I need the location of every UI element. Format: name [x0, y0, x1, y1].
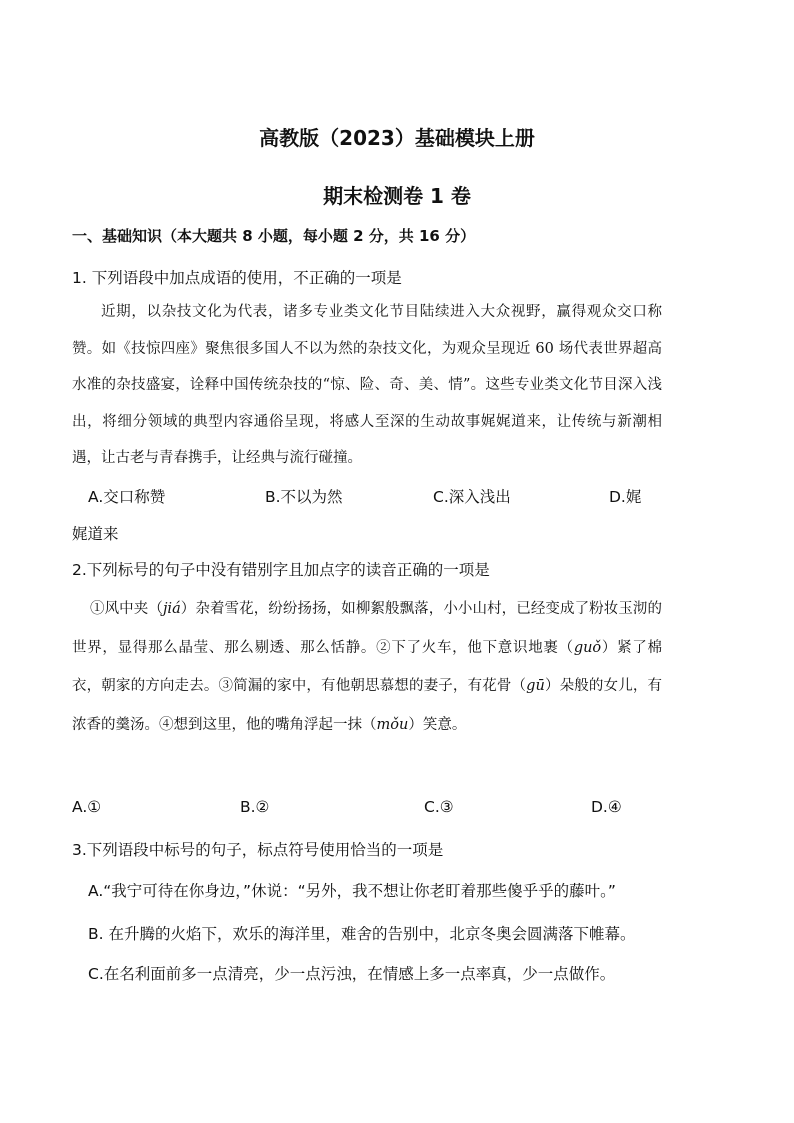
passage-part: ）笑意。 [408, 716, 467, 733]
question-2-stem: 2.下列标号的句子中没有错别字且加点字的读音正确的一项是 [72, 561, 490, 579]
question-1-option-b: B.不以为然 [265, 488, 343, 506]
question-2-option-a: A.① [72, 798, 102, 816]
question-2-passage [72, 590, 662, 744]
passage-part: ）杂着雪花，纷纷扬扬，如柳絮般飘落，小小山村，已经变成了粉妆玉沏的世界，显得那么晶莹、那么剔透、那么恬静。②下了火车，他下意识地裹（ [72, 601, 663, 656]
question-3-stem: 3.下列语段中标号的句子，标点符号使用恰当的一项是 [72, 841, 444, 859]
question-2-option-b: B.② [240, 798, 270, 816]
passage-part: ）紧了棉衣，朝家的方向走去。③简漏的家中，有他朝思慕想的妻子，有花骨（ [72, 639, 662, 694]
pinyin-3: gū [526, 678, 545, 694]
question-2-option-d: D.④ [591, 798, 622, 816]
question-1-stem: 1. 下列语段中加点成语的使用，不正确的一项是 [72, 269, 402, 287]
question-1-option-d: D.娓 [609, 488, 642, 506]
question-1-passage: 近期，以杂技文化为代表，诸多专业类文化节目陆续进入大众视野，赢得观众交口称赞。如《技惊四座》聚焦很多国人不以为然的杂技文化，为观众呈现近 60 场代表世界超高水准的杂技盛宴，诠释中国传统杂技的“惊、险、奇、美、情”。这些专业类文化节目深入浅出，将细分领域的典型内容通俗呈现，将感人至深的生动故事娓娓道来，让传统与新潮相遇，让古老与青春携手，让经典与流行碰撞。 [72, 304, 662, 466]
passage-part: ①风中夹（ [90, 601, 163, 617]
question-1-option-a: A.交口称赞 [88, 488, 166, 506]
exam-title: 高教版（2023）基础模块上册 [259, 126, 535, 150]
passage-part: ）朵般的女儿，有浓香的羹汤。④想到这里，他的嘴角浮起一抹（ [72, 678, 663, 733]
question-1-option-d-wrap: 娓道来 [72, 525, 119, 543]
pinyin-1: jiá [162, 601, 181, 617]
question-3-option-b: B. 在升腾的火焰下，欢乐的海洋里，难舍的告别中，北京冬奥会圆满落下帷幕。 [88, 925, 636, 943]
pinyin-4: mǒu [376, 716, 409, 733]
question-1-option-c: C.深入浅出 [433, 488, 511, 506]
section-heading: 一、基础知识（本大题共 8 小题，每小题 2 分，共 16 分） [72, 227, 476, 245]
question-3-option-c: C.在名利面前多一点清亮，少一点污浊，在情感上多一点率真，少一点做作。 [88, 965, 616, 983]
question-2-option-c: C.③ [424, 798, 454, 816]
question-3-option-a: A.“我宁可待在你身边，”休说：“另外，我不想让你老盯着那些傻乎乎的藤叶。” [88, 882, 616, 900]
exam-subtitle: 期末检测卷 1 卷 [323, 184, 471, 208]
pinyin-2: guǒ [573, 639, 602, 656]
